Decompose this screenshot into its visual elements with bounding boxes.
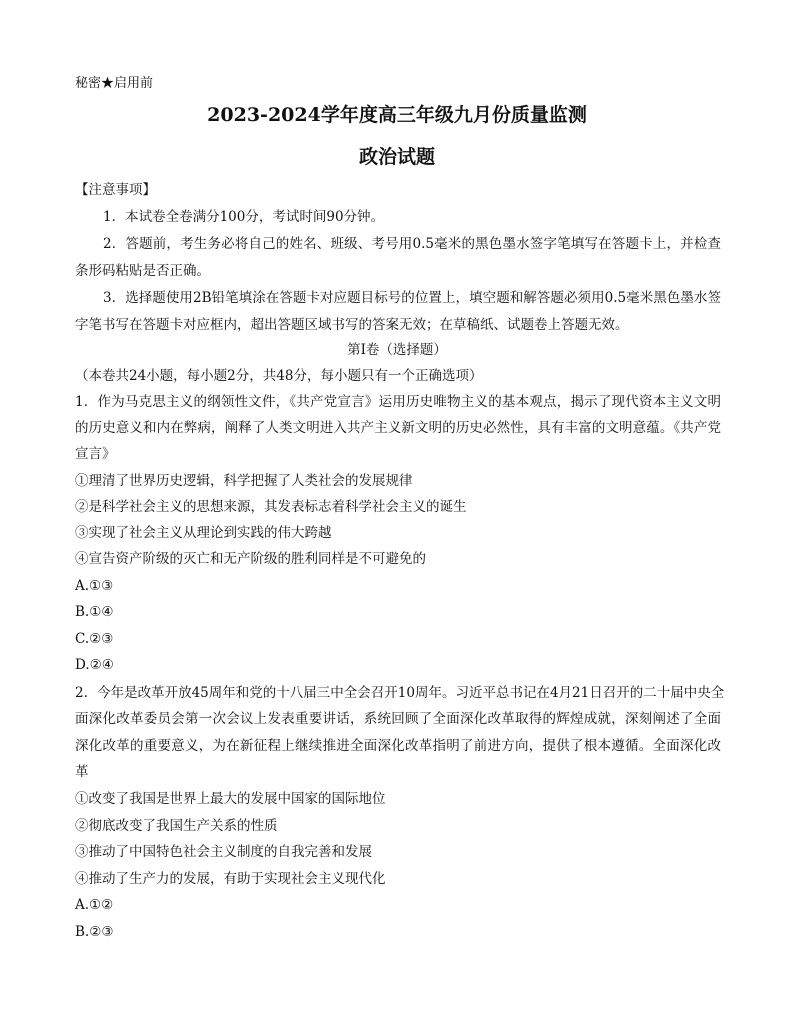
q2-statement-1: ①改变了我国是世界上最大的发展中国家的国际地位	[75, 791, 386, 807]
q1-stem-line-1: 1．作为马克思主义的纲领性文件，《共产党宣言》运用历史唯物主义的基本观点，揭示了现代资本主义文明	[75, 394, 721, 410]
section-description: （本卷共24小题，每小题2分，共48分，每小题只有一个正确选项）	[75, 368, 483, 384]
q2-statement-2: ②彻底改变了我国生产关系的性质	[75, 818, 278, 834]
q1-stem-line-3: 宣言》	[75, 446, 116, 462]
q1-option-a: A.①③	[75, 578, 114, 594]
q1-stem-line-2: 的历史意义和内在弊病，阐释了人类文明进入共产主义新文明的历史必然性，具有丰富的文明意蕴。《共产党	[75, 420, 721, 436]
notice-item-2-line-1: 2．答题前，考生务必将自己的姓名、班级、考号用0.5毫米的黑色墨水签字笔填写在答题卡上，并检查	[103, 236, 721, 252]
notice-item-3-line-1: 3．选择题使用2B铅笔填涂在答题卡对应题目标号的位置上，填空题和解答题必须用0.5毫米黑色墨水签	[103, 290, 721, 306]
q1-option-b: B.①④	[75, 604, 114, 620]
section-title: 第Ⅰ卷（选择题）	[347, 342, 447, 358]
q2-stem-line-4: 革	[75, 764, 89, 780]
q1-statement-2: ②是科学社会主义的思想来源，其发表标志着科学社会主义的诞生	[75, 499, 467, 515]
q2-statement-4: ④推动了生产力的发展，有助于实现社会主义现代化	[75, 871, 386, 887]
notice-item-2-line-2: 条形码粘贴是否正确。	[75, 263, 210, 279]
notice-item-1: 1．本试卷全卷满分100分，考试时间90分钟。	[103, 209, 385, 225]
q2-stem-line-3: 深化改革的重要意义，为在新征程上继续推进全面深化改革指明了前进方向，提供了根本遵循。全面深化改	[75, 738, 721, 754]
notice-item-3-line-2: 字笔书写在答题卡对应框内，超出答题区域书写的答案无效；在草稿纸、试题卷上答题无效。	[75, 317, 629, 333]
q2-stem-line-1: 2．今年是改革开放45周年和党的十八届三中全会召开10周年。习近平总书记在4月21日召开的二十届中央全	[75, 685, 725, 701]
q1-option-d: D.②④	[75, 657, 114, 673]
q2-stem-line-2: 面深化改革委员会第一次会议上发表重要讲话，系统回顾了全面深化改革取得的辉煌成就，深刻阐述了全面	[75, 711, 721, 727]
exam-title: 2023-2024学年度高三年级九月份质量监测	[207, 104, 587, 126]
q1-statement-4: ④宣告资产阶级的灭亡和无产阶级的胜利同样是不可避免的	[75, 551, 426, 567]
q2-option-b: B.②③	[75, 924, 114, 940]
q2-statement-3: ③推动了中国特色社会主义制度的自我完善和发展	[75, 844, 372, 860]
notice-heading: 【注意事项】	[75, 182, 156, 198]
subject-title: 政治试题	[358, 146, 435, 168]
q1-statement-1: ①理清了世界历史逻辑，科学把握了人类社会的发展规律	[75, 473, 413, 489]
confidential-mark: 秘密★启用前	[75, 76, 154, 91]
q1-option-c: C.②③	[75, 631, 114, 647]
q2-option-a: A.①②	[75, 897, 114, 913]
q1-statement-3: ③实现了社会主义从理论到实践的伟大跨越	[75, 525, 332, 541]
